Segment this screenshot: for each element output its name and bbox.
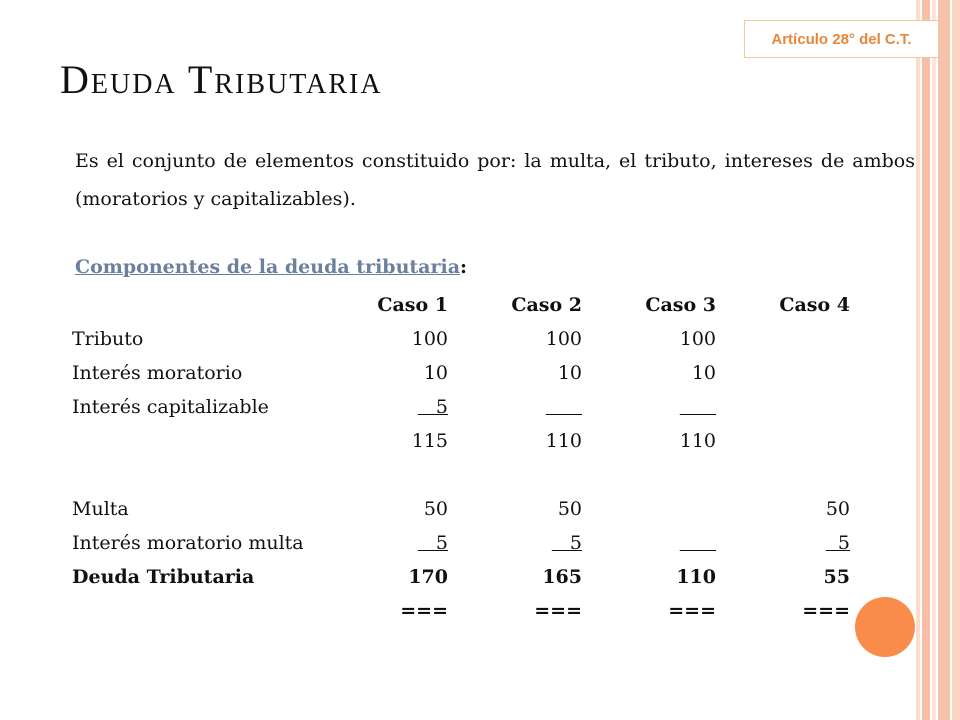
cell-caso-3: 10 — [691, 362, 716, 384]
header-caso-1: Caso 1 — [377, 294, 448, 316]
row-label: Interés moratorio — [72, 362, 243, 384]
row-label: Tributo — [72, 328, 144, 350]
header-blank — [72, 288, 372, 322]
cell-caso-1: 100 — [411, 328, 448, 350]
cell-caso-3 — [582, 458, 716, 492]
cell-caso-4 — [716, 458, 850, 492]
cell-caso-2: 165 — [542, 566, 582, 588]
cell-caso-3 — [582, 492, 716, 526]
cell-caso-3: 110 — [679, 430, 716, 452]
cell-caso-1: === — [400, 600, 448, 622]
cell-caso-4: 5 — [825, 532, 850, 554]
cell-caso-1: 10 — [423, 362, 448, 384]
row-label: Multa — [72, 498, 129, 520]
cell-caso-2: 100 — [545, 328, 582, 350]
cell-caso-4: 50 — [825, 498, 850, 520]
row-label — [72, 458, 372, 492]
cell-caso-1: 170 — [408, 566, 448, 588]
decorative-side-stripes — [916, 0, 960, 720]
cell-caso-3: 110 — [676, 566, 716, 588]
cell-caso-3: === — [668, 600, 716, 622]
cell-caso-3: 100 — [679, 328, 716, 350]
cell-caso-4 — [716, 356, 850, 390]
subheading-colon: : — [460, 256, 468, 278]
cell-caso-4 — [716, 322, 850, 356]
cell-caso-3 — [680, 396, 716, 418]
cell-caso-2: 50 — [557, 498, 582, 520]
cell-caso-4: === — [802, 600, 850, 622]
row-label: Deuda Tributaria — [72, 566, 255, 588]
cell-caso-1: 50 — [423, 498, 448, 520]
cell-caso-1: 5 — [417, 532, 448, 554]
components-subheading-text: Componentes de la deuda tributaria — [75, 256, 461, 278]
row-label — [72, 424, 372, 458]
cell-caso-3 — [680, 532, 716, 554]
article-reference-badge: Artículo 28° del C.T. — [744, 20, 939, 58]
table-row-spacer — [72, 458, 850, 492]
table-row-total — [72, 560, 850, 594]
cell-caso-1: 115 — [411, 430, 448, 452]
cell-caso-2: 5 — [551, 532, 582, 554]
table-row — [72, 356, 850, 390]
cell-caso-2: === — [534, 600, 582, 622]
cell-caso-1: 5 — [417, 396, 448, 418]
cell-caso-2: 10 — [557, 362, 582, 384]
cell-caso-2: 110 — [545, 430, 582, 452]
header-caso-4: Caso 4 — [779, 294, 850, 316]
components-subheading — [75, 256, 467, 278]
row-label: Interés moratorio multa — [72, 532, 304, 554]
table-row — [72, 322, 850, 356]
row-label — [72, 594, 372, 628]
header-caso-3: Caso 3 — [645, 294, 716, 316]
cell-caso-4: 55 — [823, 566, 850, 588]
table-row-double-rule — [72, 594, 850, 628]
table-row — [72, 526, 850, 560]
debt-components-table — [72, 288, 850, 628]
table-row — [72, 492, 850, 526]
cell-caso-4 — [716, 424, 850, 458]
table-header-row — [72, 288, 850, 322]
cell-caso-1 — [372, 458, 448, 492]
header-caso-2: Caso 2 — [511, 294, 582, 316]
cell-caso-2 — [448, 458, 582, 492]
definition-paragraph: Es el conjunto de elementos constituido por: la multa, el tributo, intereses de ambos (moratorios y capitalizables). — [75, 150, 915, 210]
table-row-subtotal — [72, 424, 850, 458]
slide-title: Deuda Tributaria — [60, 57, 383, 102]
cell-caso-4 — [716, 390, 850, 424]
table-row — [72, 390, 850, 424]
row-label: Interés capitalizable — [72, 396, 269, 418]
decorative-orange-circle — [855, 597, 915, 657]
cell-caso-2 — [546, 396, 582, 418]
